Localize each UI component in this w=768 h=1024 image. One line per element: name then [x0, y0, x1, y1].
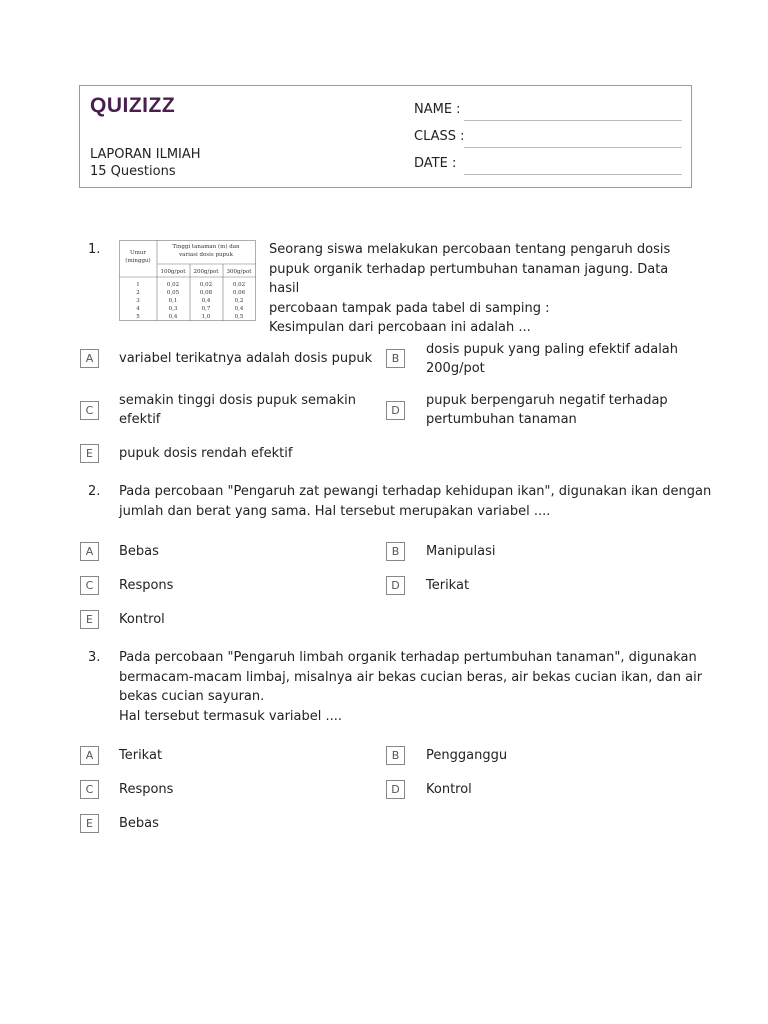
table-cell: 1 — [136, 282, 140, 288]
table-cell: 3 — [136, 298, 140, 304]
data-table-image — [119, 240, 256, 321]
table-cell: 0,2 — [234, 298, 244, 304]
option-text-line: pupuk berpengaruh negatif terhadap — [426, 393, 668, 408]
question-number: 2. — [88, 484, 101, 499]
question-text-line: percobaan tampak pada tabel di samping : — [269, 300, 550, 316]
table-cell: 0,4 — [234, 306, 244, 312]
option-text[interactable] — [426, 391, 696, 429]
question-text-line: Pada percobaan "Pengaruh limbah organik terhadap pertumbuhan tanaman", digunakan — [119, 650, 697, 665]
question-count: 15 Questions — [90, 164, 176, 179]
option-text[interactable] — [119, 576, 389, 595]
option-text-line: efektif — [119, 412, 161, 427]
table-cell: 0,02 — [232, 282, 246, 288]
option-letter-box[interactable]: E — [80, 610, 99, 629]
question-text-line: Pada percobaan "Pengaruh zat pewangi terhadap kehidupan ikan", digunakan ikan dengan — [119, 484, 712, 499]
question-text — [119, 648, 719, 726]
question-text-line: Hal tersebut termasuk variabel .... — [119, 708, 343, 724]
option-letter-box[interactable]: C — [80, 576, 99, 595]
name-field[interactable] — [464, 120, 682, 121]
table-cell: 0,5 — [234, 314, 244, 320]
option-letter-box[interactable]: C — [80, 401, 99, 420]
option-text[interactable] — [426, 576, 696, 595]
question-text-line: Kesimpulan dari percobaan ini adalah ... — [269, 320, 531, 335]
option-text-line: Kontrol — [426, 782, 472, 797]
option-text[interactable] — [426, 780, 696, 799]
option-text-line: Manipulasi — [426, 544, 496, 559]
option-letter-box[interactable]: D — [386, 576, 405, 595]
date-field[interactable] — [464, 174, 682, 175]
option-letter-box[interactable]: E — [80, 444, 99, 463]
quiz-title: LAPORAN ILMIAH — [90, 147, 201, 162]
class-field[interactable] — [464, 147, 682, 148]
svg-text:(minggu): (minggu) — [125, 258, 151, 264]
option-letter-box[interactable]: E — [80, 814, 99, 833]
date-label: DATE : — [414, 156, 457, 171]
option-text[interactable] — [119, 814, 389, 833]
question-text-line: jumlah dan berat yang sama. Hal tersebut merupakan variabel .... — [119, 503, 551, 519]
question-number: 3. — [88, 650, 101, 665]
option-text[interactable] — [426, 340, 696, 378]
option-letter-box[interactable]: A — [80, 542, 99, 561]
option-text-line: 200g/pot — [426, 361, 485, 376]
option-text-line: Respons — [119, 782, 174, 797]
table-cell: 4 — [136, 306, 140, 312]
option-letter-box[interactable]: A — [80, 349, 99, 368]
worksheet-header — [79, 85, 692, 188]
option-letter-box[interactable]: B — [386, 542, 405, 561]
option-letter-box[interactable]: A — [80, 746, 99, 765]
table-col-group: Tinggi tanaman (m) dan — [172, 244, 240, 250]
table-cell: 0,1 — [168, 298, 178, 304]
svg-text:variasi dosis pupuk: variasi dosis pupuk — [179, 252, 233, 258]
option-text[interactable] — [119, 746, 389, 765]
question-text-line: bekas cucian sayuran. — [119, 689, 265, 704]
option-text[interactable] — [119, 542, 389, 561]
table-row-header: Umur — [129, 250, 147, 256]
question-text — [269, 240, 699, 338]
table-cell: 0,05 — [166, 290, 180, 296]
quizizz-logo: QUIZIZZ — [90, 94, 176, 117]
name-label: NAME : — [414, 102, 461, 117]
class-label: CLASS : — [414, 129, 465, 144]
option-letter-box[interactable]: B — [386, 746, 405, 765]
option-text[interactable] — [119, 610, 389, 629]
option-text-line: pupuk dosis rendah efektif — [119, 446, 293, 461]
table-cell: 0,4 — [168, 314, 178, 320]
table-col-header: 200g/pot — [193, 269, 219, 275]
table-cell: 0,08 — [199, 290, 213, 296]
question-text — [119, 482, 719, 521]
question-text-line: bermacam-macam limbaj, misalnya air bekas cucian beras, air bekas cucian ikan, dan air — [119, 669, 703, 685]
option-text-line: Bebas — [119, 544, 159, 559]
question-number: 1. — [88, 242, 101, 257]
table-cell: 5 — [136, 314, 140, 320]
table-cell: 1,0 — [201, 314, 211, 320]
option-text[interactable] — [119, 349, 389, 368]
option-text[interactable] — [426, 746, 696, 765]
option-text[interactable] — [119, 391, 389, 429]
option-letter-box[interactable]: C — [80, 780, 99, 799]
option-text[interactable] — [426, 542, 696, 561]
option-letter-box[interactable]: D — [386, 780, 405, 799]
table-cell: 0,3 — [168, 306, 178, 312]
table-cell: 0,02 — [166, 282, 180, 288]
option-text-line: Bebas — [119, 816, 159, 831]
table-cell: 2 — [136, 290, 140, 296]
option-text-line: dosis pupuk yang paling efektif adalah — [426, 342, 679, 357]
option-text-line: Respons — [119, 578, 174, 593]
question-text-line: pupuk organik terhadap pertumbuhan tanaman jagung. Data hasil — [269, 261, 669, 296]
option-text-line: variabel terikatnya adalah dosis pupuk — [119, 351, 373, 366]
table-cell: 0,06 — [232, 290, 246, 296]
option-text-line: pertumbuhan tanaman — [426, 412, 577, 427]
table-cell: 0,02 — [199, 282, 213, 288]
option-letter-box[interactable]: B — [386, 349, 405, 368]
option-text[interactable] — [119, 444, 389, 463]
option-text-line: Kontrol — [119, 612, 165, 627]
option-letter-box[interactable]: D — [386, 401, 405, 420]
table-col-header: 100g/pot — [160, 269, 186, 275]
option-text[interactable] — [119, 780, 389, 799]
question-text-line: Seorang siswa melakukan percobaan tentang pengaruh dosis — [269, 242, 671, 257]
table-cell: 0,7 — [201, 306, 211, 312]
option-text-line: semakin tinggi dosis pupuk semakin — [119, 393, 357, 408]
table-col-header: 300g/pot — [226, 269, 252, 275]
table-cell: 0,4 — [201, 298, 211, 304]
option-text-line: Pengganggu — [426, 748, 508, 763]
option-text-line: Terikat — [426, 578, 470, 593]
option-text-line: Terikat — [119, 748, 163, 763]
